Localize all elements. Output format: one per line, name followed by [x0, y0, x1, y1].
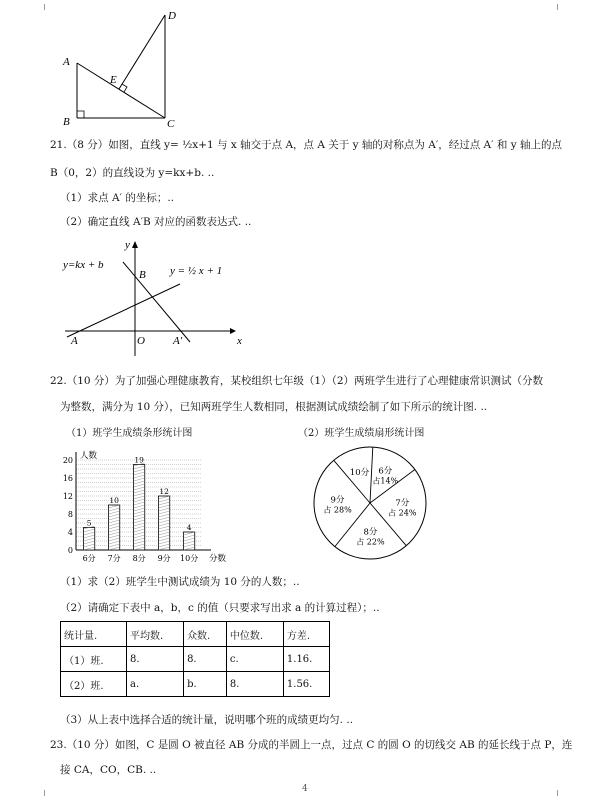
pie-chart — [300, 440, 440, 570]
y-tick-label: 12 — [62, 492, 73, 501]
point-B-label: B — [139, 269, 146, 281]
crop-mark-bottom-left — [44, 790, 51, 796]
label-C: C — [167, 118, 175, 130]
table-cell: 1.56. — [283, 672, 329, 697]
axis-x-label: x — [237, 335, 242, 347]
table-header-cell: 众数. — [184, 622, 227, 647]
pie-slice-percent: 占14% — [372, 476, 399, 486]
q21-part2: （2）确定直线 A′B 对应的函数表达式. .. — [60, 216, 252, 228]
x-axis-label: 分数 — [209, 554, 227, 564]
x-tick-label: 10分 — [180, 554, 199, 563]
point-A-label: A — [71, 335, 78, 347]
label-A: A — [63, 56, 70, 68]
table-header-cell: 平均数. — [127, 622, 184, 647]
q22-line2: 为整数，满分为 10 分），已知两班学生人数相同，根据测试成绩绘制了如下所示的统计图. .. — [60, 401, 488, 413]
table-cell: 8. — [127, 647, 184, 672]
table-header-cell: 中位数. — [226, 622, 283, 647]
pie-slice-label: 10分 — [349, 468, 370, 479]
triangle-figure — [55, 5, 185, 130]
crop-mark-bottom-right — [557, 790, 564, 796]
pie-slice-label: 9分 — [330, 495, 345, 506]
pie-chart-title: （2）班学生成绩扇形统计图 — [298, 428, 425, 439]
table-header-cell: 统计量. — [61, 622, 127, 647]
table-cell: c. — [226, 647, 283, 672]
table-row — [61, 647, 330, 672]
stats-table — [60, 621, 330, 697]
x-tick-label: 6分 — [82, 554, 96, 563]
eq-kxb: y=kx + b — [63, 259, 104, 271]
bar — [134, 465, 145, 551]
label-D: D — [168, 10, 176, 22]
table-cell: 8. — [226, 672, 283, 697]
table-cell: （2）班. — [61, 672, 127, 697]
x-tick-label: 9分 — [157, 554, 171, 563]
y-tick-label: 16 — [62, 474, 73, 483]
x-tick-label: 7分 — [107, 554, 121, 563]
table-cell: b. — [184, 672, 227, 697]
q21-coordinate-figure — [55, 238, 245, 360]
q21-line1: 21.（8 分）如图，直线 y= ½x+1 与 x 轴交于点 A，点 A 关于 y 轴的对称点为 A′，经过点 A′ 和 y 轴上的点 — [50, 139, 562, 151]
pie-slice-percent: 占 28% — [323, 505, 352, 515]
pie-slice-percent: 占 24% — [388, 508, 417, 518]
pie-slice-label: 8分 — [363, 527, 378, 538]
bar-value-label: 19 — [134, 455, 144, 465]
x-tick-label: 8分 — [132, 554, 146, 563]
y-tick-label: 20 — [62, 456, 73, 465]
y-tick-label: 0 — [67, 546, 73, 555]
q22-part1: （1）求（2）班学生中测试成绩为 10 分的人数；.. — [60, 576, 300, 588]
q22-part2: （2）请确定下表中 a，b，c 的值（只要求写出求 a 的计算过程）；.. — [60, 602, 380, 614]
bar-value-label: 10 — [109, 496, 119, 505]
label-B: B — [63, 116, 70, 128]
bar-chart — [56, 440, 246, 570]
y-tick-label: 4 — [67, 528, 73, 537]
table-row — [61, 672, 330, 697]
eq-half: y = ½ x + 1 — [170, 265, 223, 277]
q21-line2: B（0，2）的直线设为 y=kx+b. .. — [50, 167, 215, 179]
q23-line1: 23.（10 分）如图，C 是圆 O 被直径 AB 分成的半圆上一点，过点 C 的圆 O 的切线交 AB 的延长线于点 P，连 — [50, 739, 573, 751]
table-cell: 1.16. — [283, 647, 329, 672]
bar-value-label: 4 — [186, 523, 192, 532]
page-number: 4 — [302, 784, 308, 794]
label-E: E — [110, 74, 117, 86]
table-header-cell: 方差. — [283, 622, 329, 647]
pie-slice-label: 7分 — [395, 498, 410, 509]
bar-value-label: 12 — [159, 487, 169, 496]
point-Aprime-label: A′ — [173, 335, 183, 347]
table-cell: 8. — [184, 647, 227, 672]
q21-part1: （1）求点 A′ 的坐标；.. — [60, 192, 174, 204]
bar-chart-title: （1）班学生成绩条形统计图 — [66, 428, 193, 439]
q23-line2: 接 CA，CO，CB. .. — [60, 764, 157, 776]
table-cell: a. — [127, 672, 184, 697]
q22-part3: （3）从上表中选择合适的统计量，说明哪个班的成绩更均匀. .. — [60, 714, 354, 726]
axis-y-label: y — [125, 239, 130, 251]
origin-label: O — [137, 335, 145, 347]
pie-slice-percent: 占 22% — [356, 537, 385, 547]
crop-mark-top-left — [44, 4, 51, 10]
y-axis-label: 人数 — [80, 451, 98, 461]
bar — [159, 496, 170, 550]
bar-value-label: 5 — [86, 518, 92, 528]
q22-line1: 22.（10 分）为了加强心理健康教育，某校组织七年级（1）（2）两班学生进行了心理健康常识测试（分数 — [50, 375, 544, 387]
y-tick-label: 8 — [67, 510, 73, 519]
crop-mark-top-right — [557, 4, 564, 10]
table-cell: （1）班. — [61, 647, 127, 672]
table-row — [61, 622, 330, 647]
pie-slice-label: 6分 — [378, 466, 393, 477]
